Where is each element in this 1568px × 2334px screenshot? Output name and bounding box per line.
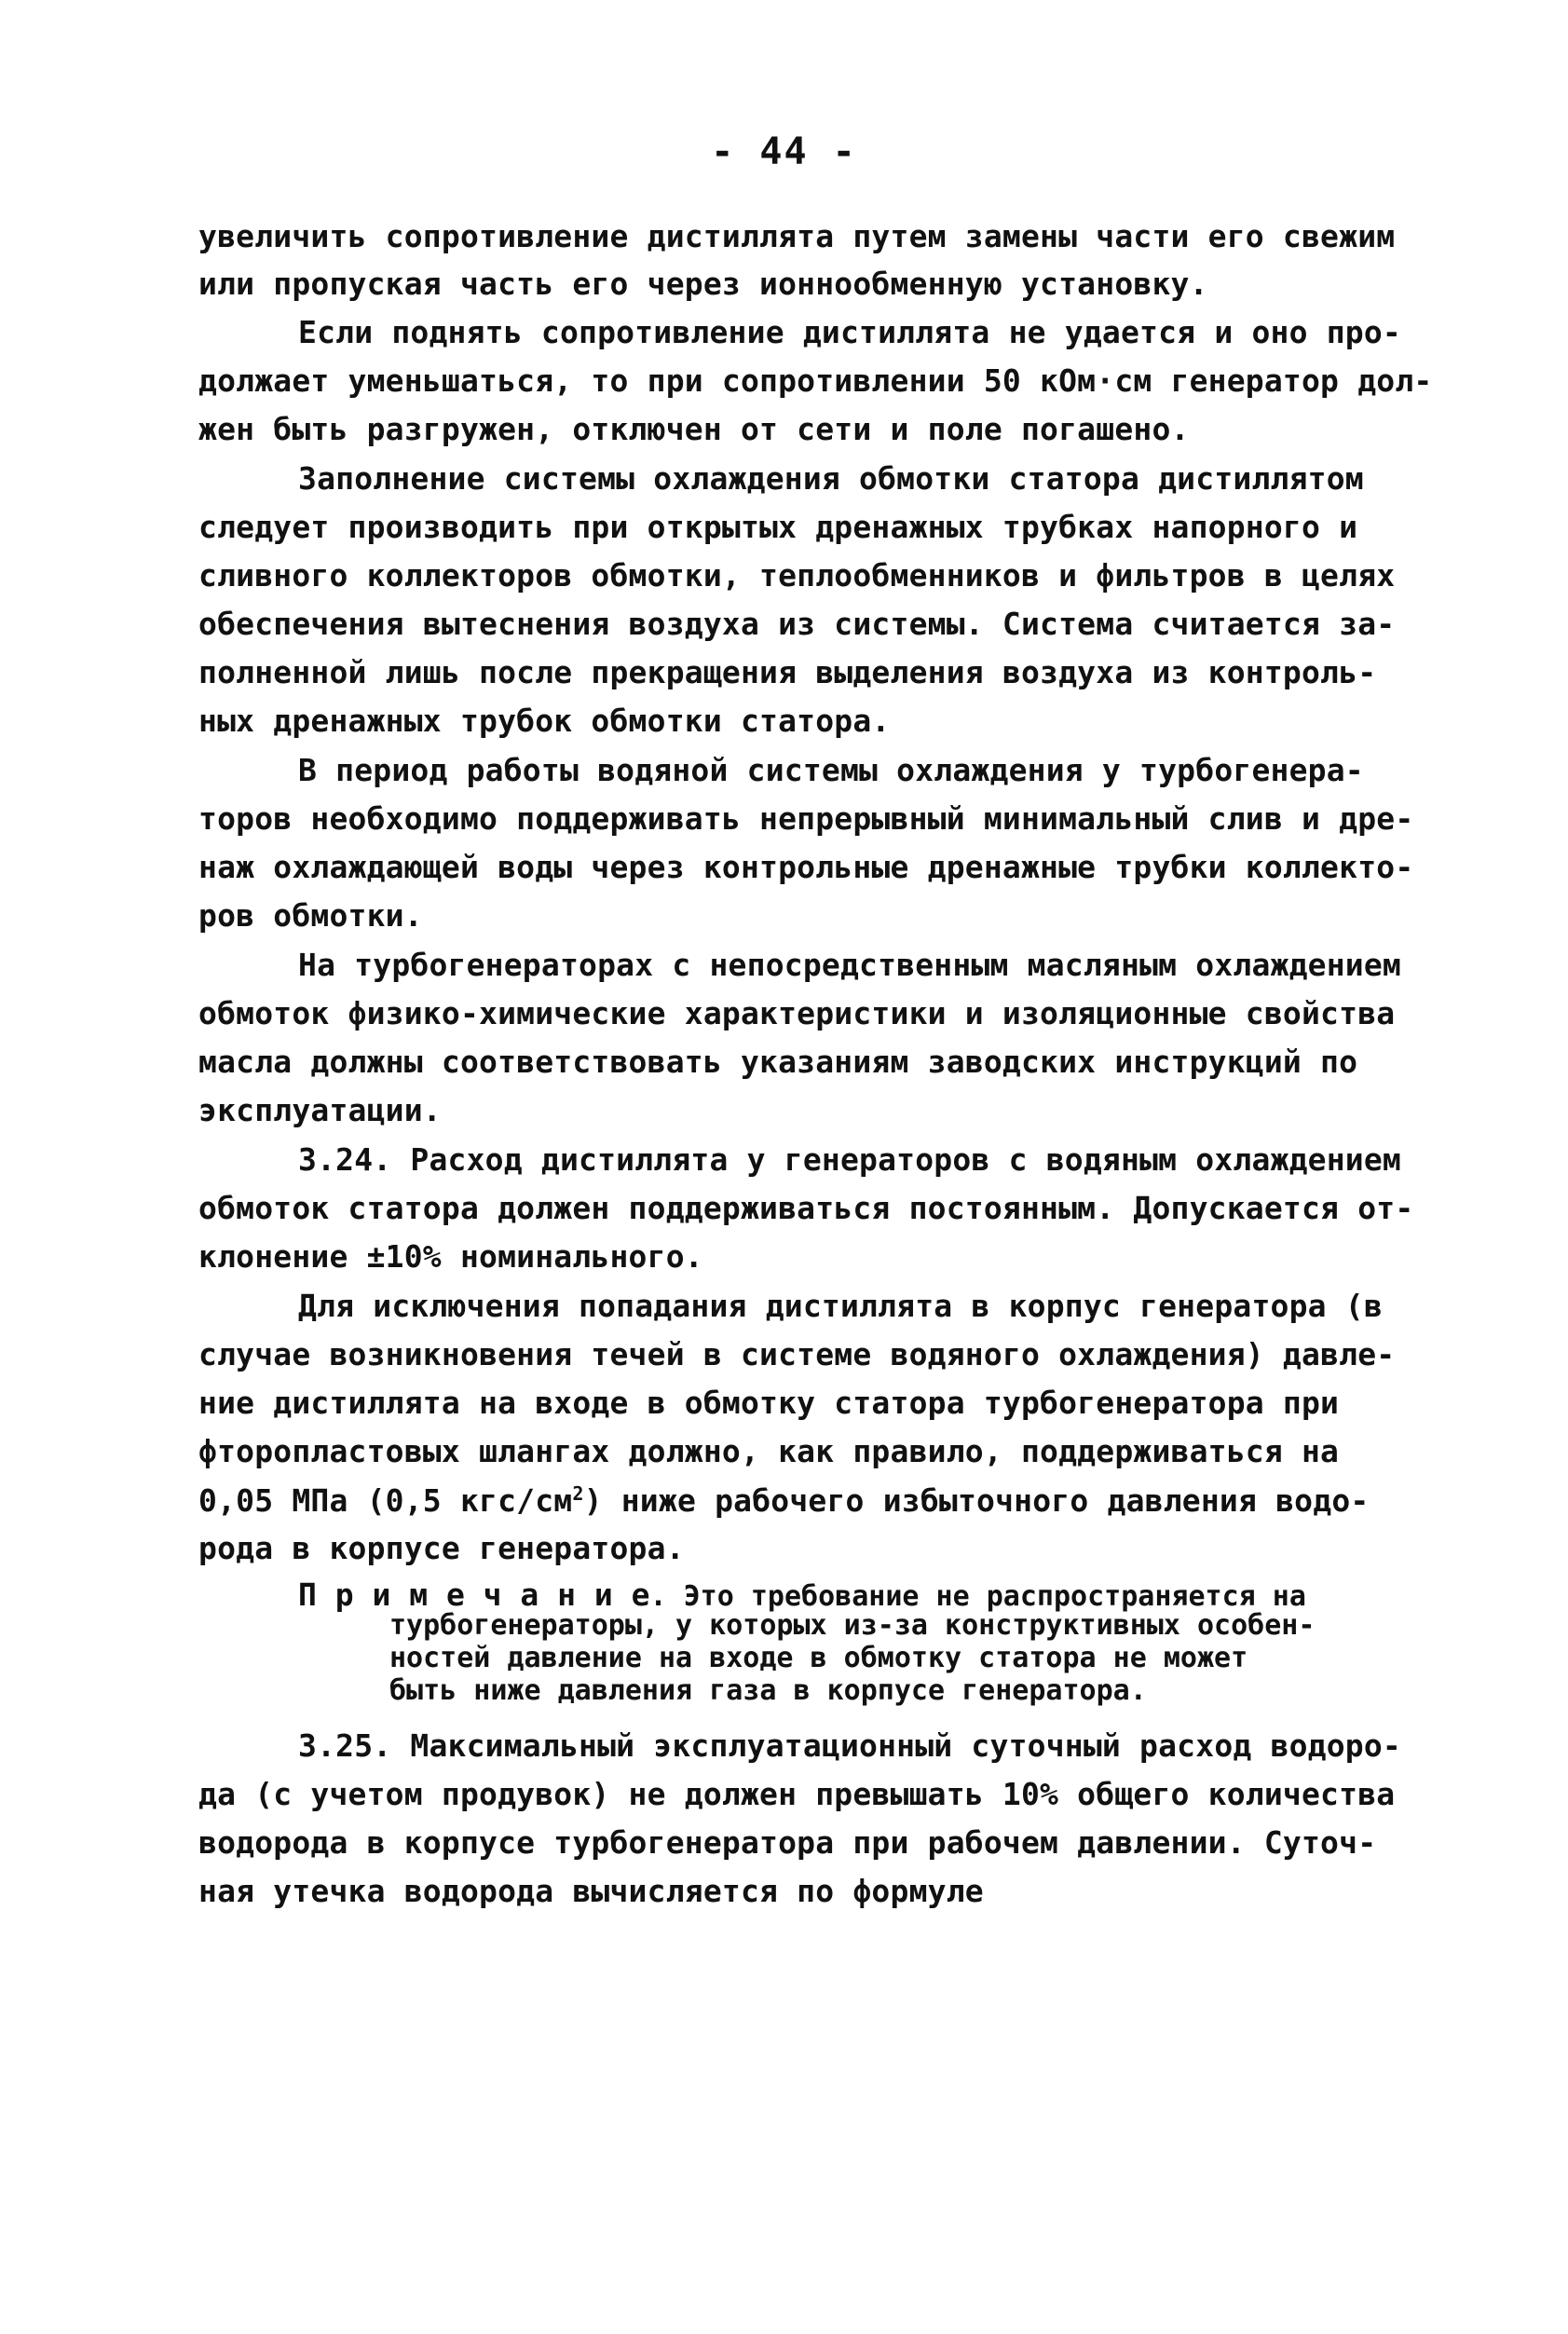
- text-segment: 0,05 МПа (0,5 кгс/см: [198, 1482, 573, 1519]
- text-line: ров обмотки.: [198, 897, 423, 934]
- text-line: клонение ±10% номинального.: [198, 1238, 703, 1275]
- text-line: На турбогенераторах с непосредственным масляным охлаждением: [298, 947, 1401, 983]
- text-line: Для исключения попадания дистиллята в корпус генератора (в: [298, 1288, 1383, 1324]
- text-line: или пропуская часть его через ионнообменную установку.: [198, 266, 1208, 302]
- text-line: да (с учетом продувок) не должен превышать 10% общего количества: [198, 1776, 1396, 1812]
- text-line: обеспечения вытеснения воздуха из системы. Система считается за-: [198, 606, 1396, 642]
- text-line: масла должны соответствовать указаниям заводских инструкций по: [198, 1044, 1358, 1080]
- text-line: ная утечка водорода вычисляется по формуле: [198, 1873, 984, 1909]
- text-line: Если поднять сопротивление дистиллята не удается и оно про-: [298, 314, 1401, 350]
- text-line: жен быть разгружен, отключен от сети и поле погашено.: [198, 411, 1190, 447]
- text-line: наж охлаждающей воды через контрольные дренажные трубки коллекто-: [198, 849, 1414, 885]
- text-line: Заполнение системы охлаждения обмотки статора дистиллятом: [298, 460, 1364, 497]
- text-line: случае возникновения течей в системе водяного охлаждения) давле-: [198, 1336, 1396, 1372]
- text-line: водорода в корпусе турбогенератора при рабочем давлении. Суточ-: [198, 1824, 1377, 1861]
- text-segment: ) ниже рабочего избыточного давления водо-: [583, 1482, 1370, 1519]
- text-line: торов необходимо поддерживать непрерывный минимальный слив и дре-: [198, 800, 1414, 837]
- text-line: следует производить при открытых дренажных трубках напорного и: [198, 509, 1358, 545]
- text-line: увеличить сопротивление дистиллята путем замены части его свежим: [198, 218, 1396, 254]
- note-text: . Это требование не распространяется на: [649, 1580, 1306, 1613]
- text-line: сливного коллекторов обмотки, теплообменников и фильтров в целях: [198, 557, 1396, 594]
- text-line: должает уменьшаться, то при сопротивлении 50 кОм·см генератор дол-: [198, 362, 1433, 399]
- text-line: полненной лишь после прекращения выделения воздуха из контроль-: [198, 654, 1377, 690]
- note-line: турбогенераторы, у которых из-за конструктивных особен-: [389, 1609, 1316, 1642]
- text-line: фторопластовых шлангах должно, как правило, поддерживаться на: [198, 1433, 1340, 1469]
- note-line: ностей давление на входе в обмотку статора не может: [389, 1642, 1248, 1674]
- text-line: 3.24. Расход дистиллята у генераторов с водяным охлаждением: [298, 1141, 1401, 1178]
- note-first-line: [298, 1576, 1306, 1613]
- superscript: 2: [572, 1482, 584, 1505]
- text-line: В период работы водяной системы охлаждения у турбогенера-: [298, 752, 1364, 788]
- text-line: эксплуатации.: [198, 1092, 442, 1128]
- text-line: ние дистиллята на входе в обмотку статора турбогенератора при: [198, 1385, 1340, 1421]
- page-number: - 44 -: [711, 130, 857, 173]
- text-line: обмоток физико-химические характеристики и изоляционные свойства: [198, 995, 1396, 1031]
- text-line: ных дренажных трубок обмотки статора.: [198, 703, 891, 739]
- text-line: обмоток статора должен поддерживаться постоянным. Допускается от-: [198, 1190, 1414, 1226]
- text-line: [198, 1482, 1370, 1519]
- text-line: 3.25. Максимальный эксплуатационный суточный расход водоро-: [298, 1727, 1401, 1764]
- note-line: быть ниже давления газа в корпусе генератора.: [389, 1674, 1147, 1707]
- text-line: рода в корпусе генератора.: [198, 1530, 685, 1566]
- note-label: П р и м е ч а н и е: [298, 1576, 650, 1613]
